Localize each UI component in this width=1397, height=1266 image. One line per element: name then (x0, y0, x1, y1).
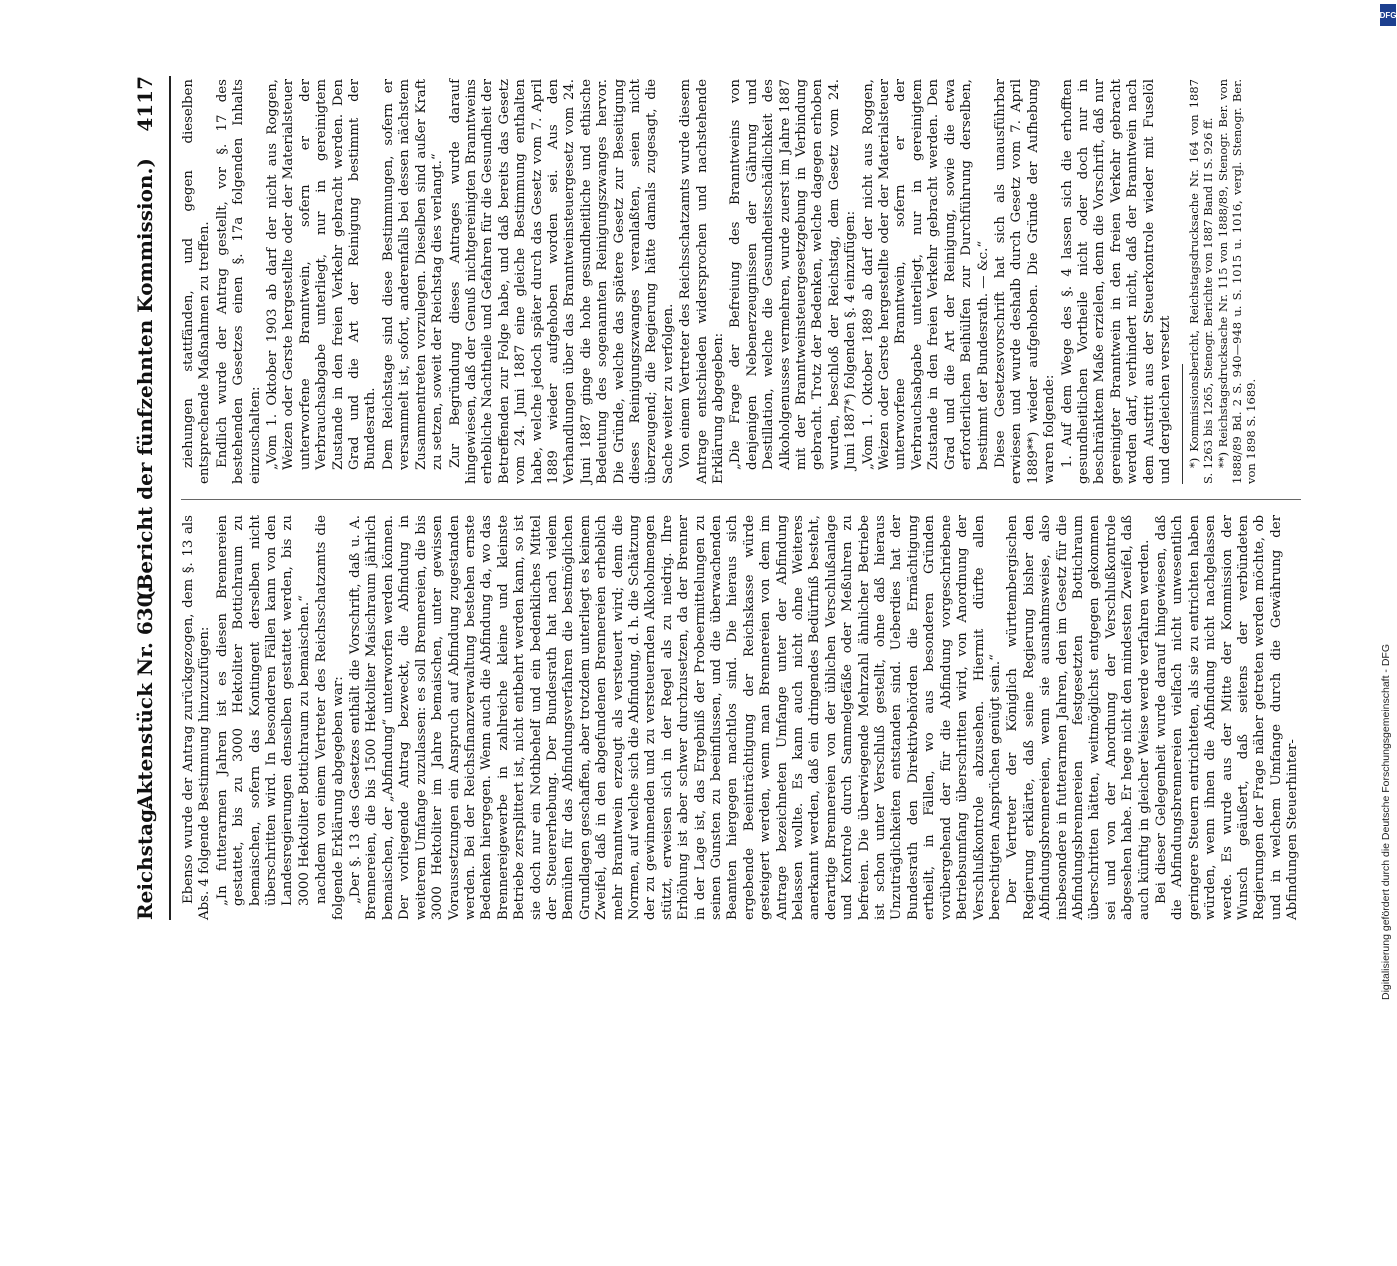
scanned-page (125, 76, 1315, 1266)
col_right-paragraph: „Vom 1. Oktober 1903 ab darf der nicht aus Roggen, Weizen oder Gerste hergestellte oder der Materialsteuer unterworfene Branntwein, sofern er der Verbrauchsabgabe unterliegt, nur in gereinigtem Zustande in den freien Verkehr gebracht werden. Den Grad und die Art der Reinigung bestimmt der Bundesrath. (265, 79, 379, 470)
right-column (181, 79, 1259, 484)
footnotes (1187, 79, 1258, 484)
col_right-paragraph: Dem Reichstage sind diese Bestimmungen, sofern er versammelt ist, sofort, anderenfalls bei dessen nächstem Zusammentreten vorzulegen. Dieselben sind außer Kraft zu setzen, soweit der Reichstag dies verlangt.“ (380, 79, 446, 470)
rotated-page-content (125, 76, 1315, 920)
col_right-paragraph: „Die Frage der Befreiung des Branntweins von denjenigen Nebenerzeugnissen der Gährung und Destillation, welche die Gesundheitsschädlichkeit des Alkoholgenusses vermehren, wurde zuerst im Jahre 1887 mit der Branntweinsteuergesetzgebung in Verbindung gebracht. Trotz der Bedenken, welche dagegen erhoben wurden, beschloß der Reichstag, dem Gesetz vom 24. Juni 1887*) folgenden §. 4 einzufügen: (728, 79, 859, 470)
col_left-paragraph: Der Vertreter der Königlich württembergischen Regierung erklärte, daß seine Regierung bisher den Abfindungsbrennereien, wenn sie ausnahmsweise, also insbesondere in futterarmen Jahren, den im Gesetz für die Abfindungsbrennereien festgesetzten Bottichraum überschritten hätten, weitmöglichst entgegen gekommen sei und von der Anordnung der Verschlußkontrole abgesehen habe. Er hege nicht den mindesten Zweifel, daß auch künftig in gleicher Weise werde verfahren werden. (1005, 515, 1152, 920)
left-column (181, 515, 1303, 920)
header-title: (Bericht der fünfzehnten Kommission.) (133, 158, 157, 600)
dfg-logo: DFG (1380, 4, 1396, 26)
footnote: **) Reichstagsdrucksache Nr. 115 von 1888/89, Stenogr. Ber. von 1888/89 Bd. 2 S. 940—948 u. S. 1015 u. 1016, vergl. Stenogr. Ber. von 1898 S. 1689. (1216, 79, 1259, 484)
header-center: Aktenstück Nr. 630. (133, 586, 157, 810)
footnote-rule (1182, 364, 1183, 484)
col_left-paragraph: Ebenso wurde der Antrag zurückgezogen, dem §. 13 als Abs. 4 folgende Bestimmung hinzuzufügen: (181, 515, 213, 920)
col_left-paragraph: Bei dieser Gelegenheit wurde darauf hingewiesen, daß die Abfindungsbrennereien vielfach nicht unwesentlich geringere Steuern entrichteten, als sie zu entrichten haben würden, wenn ihnen die Abfindung nicht nachgelassen werde. Es wurde aus der Mitte der Kommission der Wunsch geäußert, daß seitens der verbündeten Regierungen der Frage näher getreten werden möchte, ob und in welchem Umfange durch die Gewährung der Abfindungen Steuerhinter- (1153, 515, 1301, 920)
page-header (125, 76, 171, 920)
col_right-paragraph: ziehungen stattfänden, und gegen dieselben entsprechende Maßnahmen zu treffen. (181, 79, 213, 484)
col_left-paragraph: nachdem von einem Vertreter des Reichsschatzamts die folgende Erklärung abgegeben war: (314, 515, 346, 920)
footnote: *) Kommissionsbericht, Reichstagsdrucksache Nr. 164 von 1887 S. 1263 bis 1265, Stenogr. Berichte von 1887 Band II S. 926 ff. (1187, 79, 1216, 484)
col_left-paragraph: „In futterarmen Jahren ist es diesen Brennereien gestattet, bis zu 3000 Hektoliter Bottichraum zu bemaischen, sofern das Kontingent derselben nicht überschritten wird. In besonderen Fällen kann von den Landesregierungen denselben gestattet werden, bis zu 3000 Hektoliter Bottichraum zu bemaischen.“ (214, 515, 312, 906)
column-divider (181, 499, 1301, 500)
col_left-paragraph: „Der §. 13 des Gesetzes enthält die Vorschrift, daß u. A. Brennereien, die bis 1500 Hektoliter Maischraum jährlich bemaischen, der „Abfindung“ unterworfen werden können. Der vorliegende Antrag bezweckt, die Abfindung in weiterem Umfange zuzulassen: es soll Brennereien, die bis 3000 Hektoliter im Jahre bemaischen, unter gewissen Voraussetzungen ein Anspruch auf Abfindung zugestanden werden. Bei der Reichsfinanzverwaltung bestehen ernste Bedenken hiergegen. Wenn auch die Abfindung da, wo das Brennereigewerbe in zahlreiche kleine und kleinste Betriebe zersplittert ist, nicht entbehrt werden kann, so ist sie doch nur ein Nothbehelf und ein bedenkliches Mittel der Steuererhebung. Der Bundesrath hat nach vielem Bemühen für das Abfindungsverfahren die bestmöglichen Grundlagen geschaffen, aber trotzdem unterliegt es keinem Zweifel, daß in den abgefundenen Brennereien erheblich mehr Branntwein erzeugt als versteuert wird; denn die Normen, auf welche sich die Abfindung, d. h. die Schätzung der zu gewinnenden und zu versteuernden Alkoholmengen stützt, erweisen sich in der Regel als zu niedrig. Ihre Erhöhung ist aber schwer durchzusetzen, da der Brenner in der Lage ist, das Ergebniß der Probeermittelungen zu seinen Gunsten zu beeinflussen, und die überwachenden Beamten hiergegen machtlos sind. Die hieraus sich ergebende Beeinträchtigung der Reichskasse würde gesteigert werden, wenn man Brennereien von dem im Antrage bezeichneten Umfange unter der Abfindung belassen wollte. Es kann auch nicht ohne Weiteres anerkannt werden, daß ein dringendes Bedürfniß besteht, derartige Brennereien von der üblichen Verschlußanlage und Kontrole durch Sammelgefäße oder Meßuhren zu befreien. Die überwiegende Mehrzahl ähnlicher Betriebe ist schon unter Verschluß gestellt, ohne daß hieraus Unzuträglichkeiten entstanden sind. Ueberdies hat der Bundesrath den Direktivbehörden die Ermächtigung ertheilt, in Fällen, wo aus besonderen Gründen vorübergehend der für die Abfindung vorgeschriebene Betriebsumfang überschritten wird, von Anordnung der Verschlußkontrole abzusehen. Hiermit dürfte allen berechtigten Ansprüchen genügt sein.“ (348, 515, 1003, 920)
col_right-paragraph: Zur Begründung dieses Antrages wurde darauf hingewiesen, daß der Genuß nichtgereinigten Branntweins erhebliche Nachtheile und Gefahren für die Gesundheit der Betreffenden zur Folge habe, und daß bereits das Gesetz vom 24. Juni 1887 eine gleiche Bestimmung enthalten habe, welche jedoch später durch das Gesetz vom 7. April 1889 wieder aufgehoben worden sei. Aus den Verhandlungen über das Branntweinsteuergesetz vom 24. Juni 1887 ginge die hohe gesundheitliche und ethische Bedeutung des sogenannten Reinigungszwanges hervor. Die Gründe, welche das spätere Gesetz zur Beseitigung dieses Reinigungszwanges veranlaßten, seien nicht überzeugend; die Regierung hätte damals zugesagt, die Sache weiter zu verfolgen. (447, 79, 676, 484)
header-left: Reichstag. (133, 801, 157, 920)
page-number: 4117 (133, 76, 157, 132)
credit-text: Digitalisierung gefördert durch die Deutsche Forschungsgemeinschaft - DFG (1380, 643, 1392, 1000)
sidebar-credit (1377, 0, 1397, 1000)
col_right-paragraph: 1. Auf dem Wege des §. 4 lassen sich die erhofften gesundheitlichen Vortheile nicht oder doch nur in beschränktem Maße erzielen, denn die Vorschrift, daß nur gereinigter Branntwein in den freien Verkehr gebracht werden darf, verhindert nicht, daß der Branntwein nach dem Austritt aus der Steuerkontrole wieder mit Fuselöl und dergleichen versetzt (1059, 79, 1173, 484)
col_right-paragraph: Diese Gesetzesvorschrift hat sich als unausführbar erwiesen und wurde deshalb durch Gesetz vom 7. April 1889**) wieder aufgehoben. Die Gründe der Aufhebung waren folgende: (992, 79, 1058, 484)
col_right-paragraph: „Vom 1. Oktober 1889 ab darf der nicht aus Roggen, Weizen oder Gerste hergestellte oder der Materialsteuer unterworfene Branntwein, sofern er der Verbrauchsabgabe unterliegt, nur in gereinigtem Zustande in den freien Verkehr gebracht werden. Den Grad und die Art der Reinigung, sowie die etwa erforderlichen Beihülfen zur Durchführung derselben, bestimmt der Bundesrath. — &c.“ (860, 79, 991, 470)
col_right-paragraph: Von einem Vertreter des Reichsschatzamts wurde diesem Antrage entschieden widersprochen und nachstehende Erklärung abgegeben: (678, 79, 726, 484)
col_right-paragraph: Endlich wurde der Antrag gestellt, vor §. 17 des bestehenden Gesetzes einen §. 17a folgenden Inhalts einzuschalten: (214, 79, 263, 484)
